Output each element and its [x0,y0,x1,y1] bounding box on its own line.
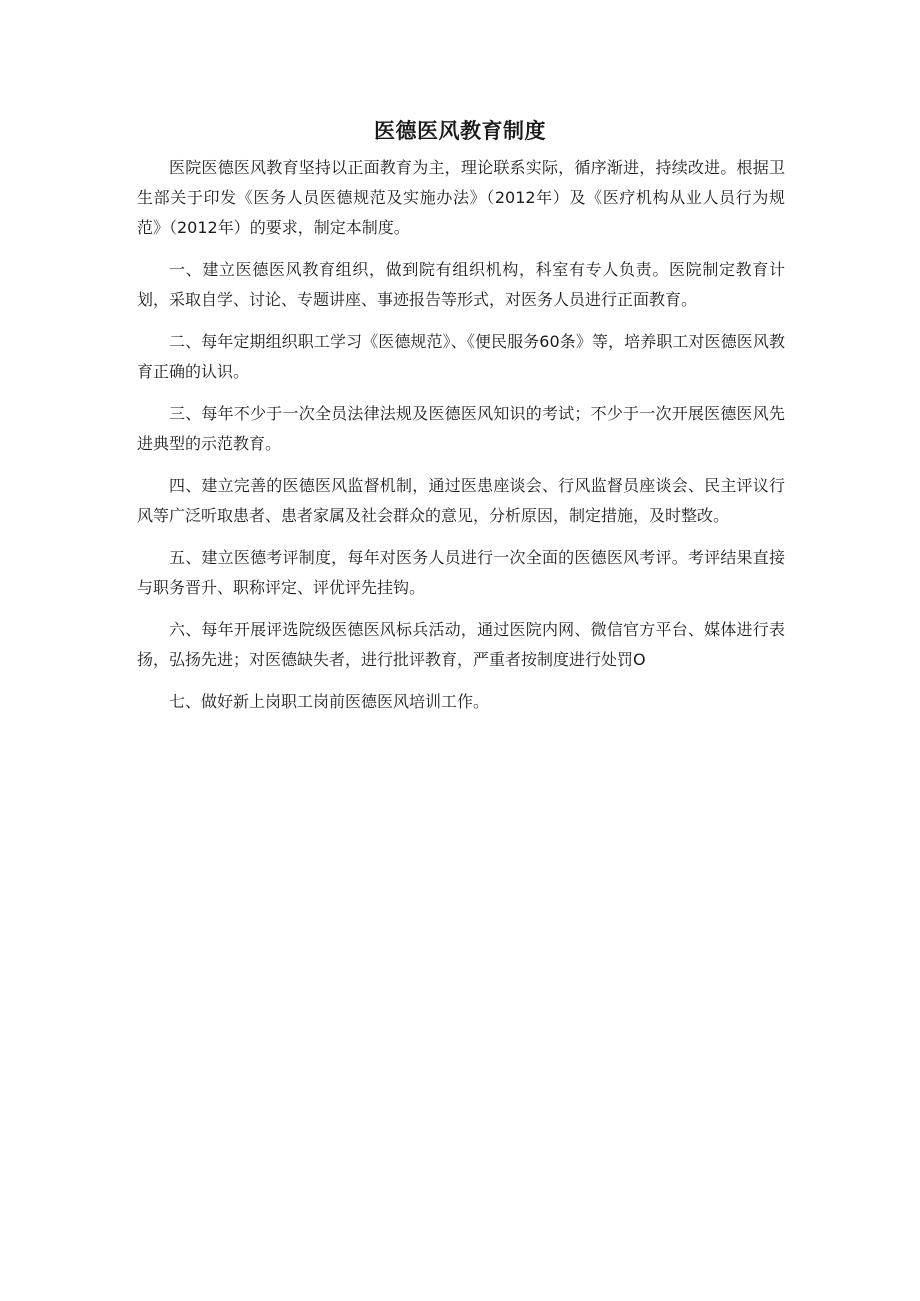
paragraph-intro: 医院医德医风教育坚持以正面教育为主，理论联系实际，循序渐进，持续改进。根据卫生部关于印发《医务人员医德规范及实施办法》（2012年）及《医疗机构从业人员行为规范》（2012年）的要求，制定本制度。 [137,158,785,237]
paragraph-item-6: 六、每年开展评选院级医德医风标兵活动，通过医院内网、微信官方平台、媒体进行表扬，弘扬先进；对医德缺失者，进行批评教育，严重者按制度进行处罚O [137,620,785,669]
document-body [137,153,785,729]
document-title: 医德医风教育制度 [374,119,546,143]
paragraph-item-1: 一、建立医德医风教育组织，做到院有组织机构，科室有专人负责。医院制定教育计划，采取自学、讨论、专题讲座、事迹报告等形式，对医务人员进行正面教育。 [137,260,785,309]
paragraph-item-5: 五、建立医德考评制度，每年对医务人员进行一次全面的医德医风考评。考评结果直接与职务晋升、职称评定、评优评先挂钩。 [137,548,785,597]
paragraph-item-7: 七、做好新上岗职工岗前医德医风培训工作。 [169,692,490,711]
paragraph-item-4: 四、建立完善的医德医风监督机制，通过医患座谈会、行风监督员座谈会、民主评议行风等广泛听取患者、患者家属及社会群众的意见，分析原因，制定措施，及时整改。 [137,476,785,525]
paragraph-item-2: 二、每年定期组织职工学习《医德规范》、《便民服务60条》等，培养职工对医德医风教育正确的认识。 [137,332,785,381]
paragraph-item-3: 三、每年不少于一次全员法律法规及医德医风知识的考试；不少于一次开展医德医风先进典型的示范教育。 [137,404,785,453]
